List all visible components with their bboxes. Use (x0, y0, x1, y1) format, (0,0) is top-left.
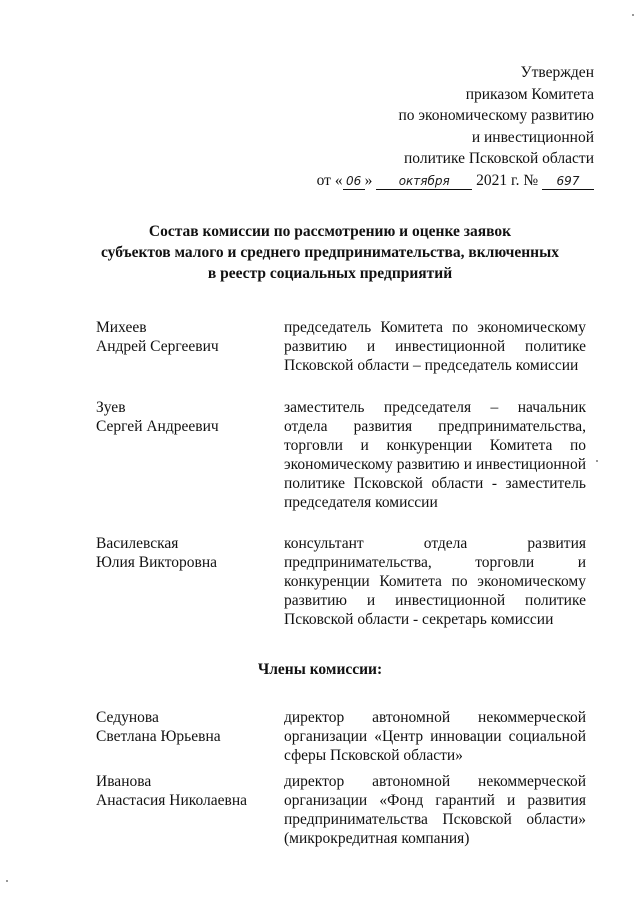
member-role: заместитель председателя – начальник отдела развития предпринимательства, торговли и конкуренции Комитета по экономическому развитию и инвестиционной политике Псковской области - заместитель председателя комиссии (284, 399, 586, 511)
member-surname: Михеев (96, 319, 147, 336)
member-name (96, 318, 276, 356)
approval-stamp-block (317, 62, 594, 191)
member-role: консультант отдела развития предпринимательства, торговли и конкуренции Комитета по экономическому развитию и инвестиционной политике Псковской области - секретарь комиссии (284, 535, 586, 628)
member-given-names: Сергей Андреевич (96, 418, 219, 435)
order-number-handwritten: 697 (542, 173, 594, 190)
approval-line: политике Псковской области (404, 150, 594, 167)
approval-line: приказом Комитета (465, 85, 594, 103)
approval-date-line (317, 170, 594, 192)
members-heading: Члены комиссии: (257, 661, 383, 678)
date-month-handwritten: октября (376, 173, 472, 190)
date-mid: » (364, 171, 373, 189)
member-given-names: Андрей Сергеевич (96, 338, 219, 355)
date-day-handwritten: 06 (343, 173, 365, 190)
member-surname: Иванова (96, 773, 152, 790)
member-given-names: Светлана Юрьевна (96, 728, 221, 745)
member-role: председатель Комитета по экономическому развитию и инвестиционной политике Псковской области – председатель комиссии (284, 319, 586, 374)
member-given-names: Анастасия Николаевна (96, 792, 248, 809)
title-line: в реестр социальных предприятий (207, 265, 453, 282)
approval-line: по экономическому развитию (398, 107, 594, 124)
member-surname: Седунова (96, 709, 159, 726)
member-surname: Зуев (96, 399, 126, 416)
scan-speck (632, 14, 634, 16)
date-year: 2021 г. № (476, 171, 539, 189)
scan-speck (6, 880, 8, 882)
approval-line: Утвержден (520, 64, 594, 81)
member-given-names: Юлия Викторовна (96, 554, 218, 571)
member-name (96, 534, 276, 572)
member-name (96, 708, 276, 746)
scan-speck (596, 460, 598, 462)
date-prefix: от « (316, 171, 343, 189)
member-name (96, 772, 276, 810)
title-line: субъектов малого и среднего предпринимательства, включенных (101, 244, 559, 261)
approval-line: и инвестиционной (471, 128, 594, 146)
document-title (60, 221, 600, 284)
title-line: Состав комиссии по рассмотрению и оценке заявок (148, 223, 512, 240)
member-name (96, 398, 276, 436)
member-role: директор автономной некоммерческой организации «Центр инновации социальной сферы Псковской области» (284, 709, 586, 764)
member-surname: Василевская (96, 535, 179, 552)
member-role: директор автономной некоммерческой организации «Фонд гарантий и развития предпринимательства Псковской области» (микрокредитная компания) (284, 773, 586, 847)
